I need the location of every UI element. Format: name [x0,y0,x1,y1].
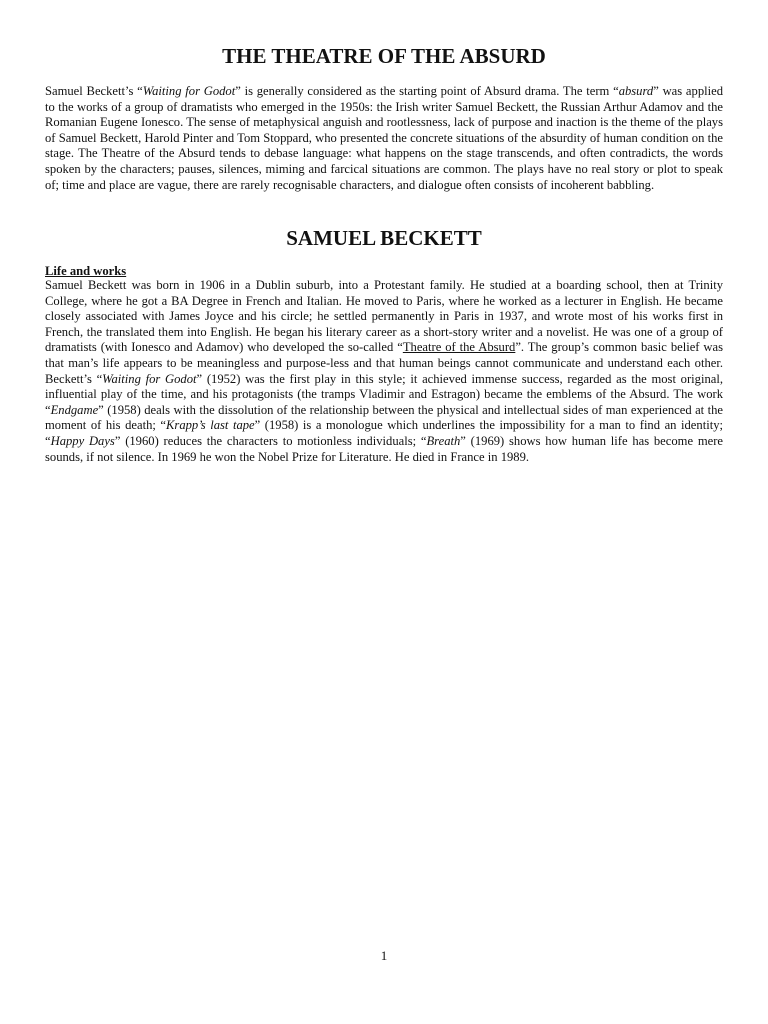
intro-text-3: ” was applied to the works of a group of dramatists who emerged in the 1950s: the Irish writer Samuel Beckett, the Russian Arthur Adamov and the Romanian Eugene Ionesco. The sense of metaphysical anguish and rootlessness, lack of purpose and inaction is the theme of the plays of Samuel Beckett, Harold Pinter and Tom Stoppard, who presented the concrete situations of the absurdity of human condition on the stage. The Theatre of the Absurd tends to debase language: what happens on the stage transcends, and often contradicts, the words spoken by the characters; pauses, silences, miming and farcical situations are common. The plays have no real story or plot to speak of; time and place are vague, there are rarely recognisable characters, and dialogue often consists of incoherent babbling. [45,84,724,192]
life-and-works-heading: Life and works [45,264,127,278]
intro-text-1: Samuel Beckett’s “ [45,84,143,98]
work-title-happy-days: Happy Days [50,433,115,448]
section-title: SAMUEL BECKETT [286,226,482,250]
page-title: THE THEATRE OF THE ABSURD [222,44,546,68]
bio-text-1: Samuel Beckett was born in 1906 in a Dublin suburb, into a Protestant family. He studied at a boarding school, then at Trinity College, where he got a BA Degree in French and Italian. He moved to Paris, where he worked as a lecturer in English. He became closely associated with James Joyce and his circle; he settled permanently in Paris in 1937, and wrote most of his works first in French, the translated them into English. He began his literary career as a short-story writer and a novelist. He was one of a group of dramatists (with Ionesco and Adamov) who developed the so-called “ [45,278,723,355]
bio-text-5: ” (1958) is a monologue which underlines the impossibility for a man to find an identity; “ [45,418,723,448]
biography-paragraph [45,278,723,465]
intro-text-2: ” is generally considered as the starting point of Absurd drama. The term “ [235,84,619,98]
work-title-breath: Breath [426,433,461,448]
theatre-of-absurd-term: Theatre of the Absurd [402,340,516,355]
term-absurd: absurd [618,84,654,98]
work-title-endgame: Endgame [50,402,99,417]
bio-text-2: ”. The group’s common basic belief was that man’s life appears to be meaningless and purpose-less and that human beings cannot communicate and understand each other. Beckett’s “ [45,340,723,386]
page-number: 1 [380,948,388,963]
bio-text-6: ” (1960) reduces the characters to motionless individuals; “ [114,433,427,448]
bio-text-7: ” (1969) shows how human life has become mere sounds, if not silence. In 1969 he won the Nobel Prize for Literature. He died in France in 1989. [45,433,723,464]
bio-text-3: ” (1952) was the first play in this style; it achieved immense success, regarded as the most original, influential play of the time, and his protagonists (the tramps Vladimir and Estragon) became the emblems of the Absurd. The work “ [45,371,723,417]
bio-text-4: ” (1958) deals with the dissolution of the relationship between the physical and intellectual sides of man experienced at the moment of his death; “ [45,402,723,433]
work-title-waiting-for-godot: Waiting for Godot [142,84,236,98]
work-title-waiting-for-godot: Waiting for Godot [102,371,197,386]
intro-paragraph [45,84,723,193]
work-title-krapps-last-tape: Krapp’s last tape [166,418,255,433]
